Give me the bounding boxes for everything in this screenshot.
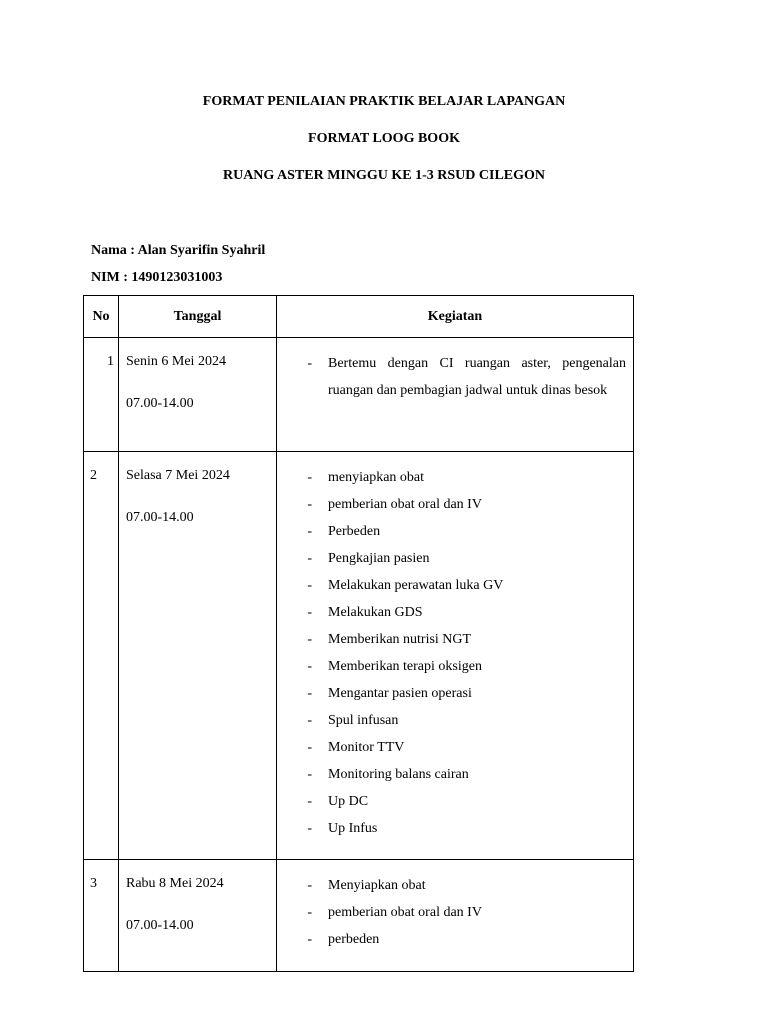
bullet-dash: - — [307, 878, 312, 893]
bullet-dash: - — [307, 497, 312, 512]
row-date: Selasa 7 Mei 2024 — [126, 468, 230, 483]
row-number: 3 — [90, 876, 97, 891]
row-date: Rabu 8 Mei 2024 — [126, 876, 224, 891]
row-number-cell — [84, 452, 119, 860]
activity-text: Spul infusan — [328, 713, 399, 728]
date-cell — [119, 860, 277, 972]
row-number-cell — [84, 338, 119, 452]
activity-item — [277, 872, 626, 899]
activity-item — [277, 788, 626, 815]
logbook-table — [83, 295, 634, 972]
title-line-1: FORMAT PENILAIAN PRAKTIK BELAJAR LAPANGAN — [202, 94, 566, 109]
activity-item — [277, 899, 626, 926]
activity-text: Monitoring balans cairan — [328, 767, 469, 782]
activity-text: perbeden — [328, 932, 380, 947]
date-cell — [119, 452, 277, 860]
activity-item — [277, 926, 626, 953]
row-time: 07.00-14.00 — [126, 510, 194, 525]
row-number: 1 — [107, 354, 114, 369]
table-row — [84, 452, 634, 860]
bullet-dash: - — [307, 905, 312, 920]
activity-text: Up Infus — [328, 821, 378, 836]
activity-text: Pengkajian pasien — [328, 551, 430, 566]
activity-cell — [277, 860, 634, 972]
activity-item — [277, 680, 626, 707]
activity-item — [277, 572, 626, 599]
activity-item — [277, 545, 626, 572]
bullet-dash: - — [307, 740, 312, 755]
row-number-cell — [84, 860, 119, 972]
bullet-dash: - — [307, 659, 312, 674]
bullet-dash: - — [307, 524, 312, 539]
table-header-row — [84, 296, 634, 338]
bullet-dash: - — [307, 551, 312, 566]
activity-text: Mengantar pasien operasi — [328, 686, 472, 701]
activity-item — [277, 734, 626, 761]
activity-item — [277, 350, 626, 404]
activity-cell — [277, 452, 634, 860]
activity-text: Menyiapkan obat — [328, 878, 426, 893]
activity-text: Up DC — [328, 794, 369, 809]
header-no: No — [84, 296, 119, 338]
bullet-dash: - — [307, 578, 312, 593]
activity-text: Monitor TTV — [328, 740, 405, 755]
activity-text: Perbeden — [328, 524, 381, 539]
activity-item — [277, 626, 626, 653]
student-nim: NIM : 1490123031003 — [91, 270, 223, 285]
activity-item — [277, 707, 626, 734]
activity-item — [277, 815, 626, 842]
bullet-dash: - — [307, 794, 312, 809]
bullet-dash: - — [307, 767, 312, 782]
title-line-3: RUANG ASTER MINGGU KE 1-3 RSUD CILEGON — [222, 168, 546, 183]
activity-text: Bertemu dengan CI ruangan aster, pengenalan ruangan dan pembagian jadwal untuk dinas besok — [328, 356, 626, 398]
bullet-dash: - — [307, 821, 312, 836]
bullet-dash: - — [307, 713, 312, 728]
row-time: 07.00-14.00 — [126, 918, 194, 933]
header-tanggal: Tanggal — [119, 296, 277, 338]
date-cell — [119, 338, 277, 452]
activity-text: menyiapkan obat — [328, 470, 425, 485]
bullet-dash: - — [307, 356, 312, 371]
row-number: 2 — [90, 468, 97, 483]
student-name: Nama : Alan Syarifin Syahril — [91, 243, 266, 258]
bullet-dash: - — [307, 932, 312, 947]
activity-text: pemberian obat oral dan IV — [328, 497, 482, 512]
activity-text: pemberian obat oral dan IV — [328, 905, 482, 920]
activity-item — [277, 491, 626, 518]
row-time: 07.00-14.00 — [126, 396, 194, 411]
bullet-dash: - — [307, 632, 312, 647]
activity-item — [277, 599, 626, 626]
activity-text: Melakukan GDS — [328, 605, 423, 620]
row-date: Senin 6 Mei 2024 — [126, 354, 226, 369]
bullet-dash: - — [307, 605, 312, 620]
header-kegiatan: Kegiatan — [277, 296, 634, 338]
activity-item — [277, 518, 626, 545]
activity-item — [277, 464, 626, 491]
title-line-2: FORMAT LOOG BOOK — [308, 131, 460, 146]
activity-item — [277, 761, 626, 788]
activity-text: Memberikan terapi oksigen — [328, 659, 482, 674]
activity-cell — [277, 338, 634, 452]
activity-item — [277, 653, 626, 680]
activity-text: Memberikan nutrisi NGT — [328, 632, 472, 647]
table-row — [84, 338, 634, 452]
table-row — [84, 860, 634, 972]
activity-text: Melakukan perawatan luka GV — [328, 578, 504, 593]
bullet-dash: - — [307, 686, 312, 701]
bullet-dash: - — [307, 470, 312, 485]
